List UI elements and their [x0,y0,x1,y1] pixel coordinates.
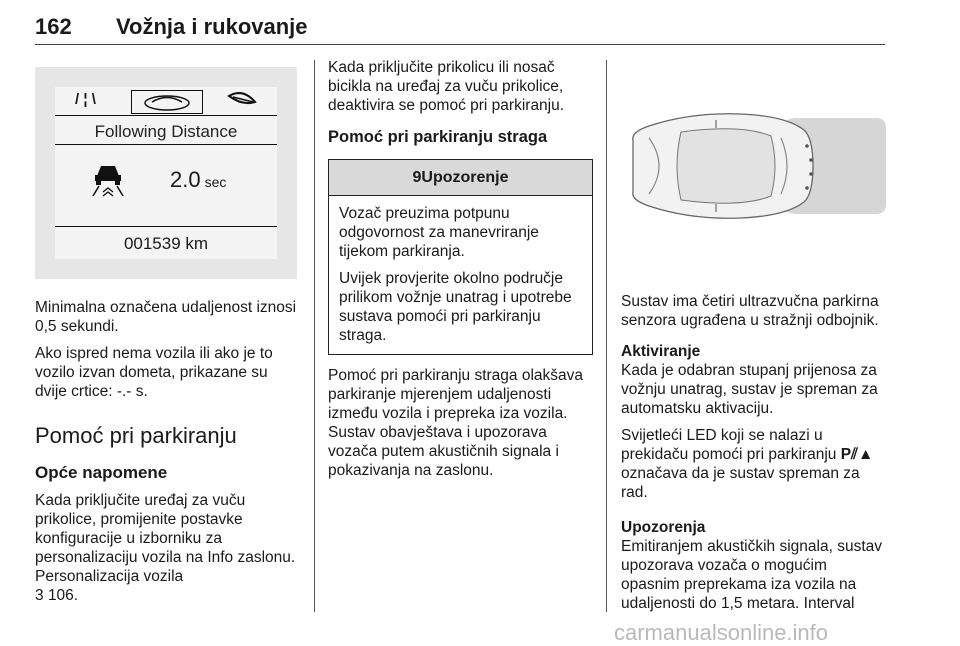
page-header [35,8,885,45]
chapter-title: Vožnja i rukovanje [116,14,308,39]
column-divider [314,60,315,612]
cluster-separator [55,144,277,145]
subsection-title: Opće napomene [35,463,168,482]
paragraph [621,426,886,502]
following-distance-icon [91,162,125,203]
warning-title: Upozorenje [421,169,509,186]
page-ref[interactable]: 106. [47,587,79,604]
watermark: carmanualsonline.info [614,620,829,645]
paragraph: Kada je odabran stupanj prijenosa za vožnju unatrag, sustav je spreman za automatsku aktivaciju. [621,362,878,417]
instrument-cluster-figure [35,67,297,279]
odometer: 001539 km [123,234,209,253]
car-front-icon [132,91,202,113]
column-1 [35,58,300,605]
warning-icon: 9 [412,169,422,186]
parking-assist-icon: P⫽▲ [840,446,874,463]
page-number: 162 [35,14,72,39]
column-2 [328,58,593,480]
activation-heading: Aktiviranje [621,343,701,360]
general-text: Kada priključite uređaj za vuču prikolice, promijenite postavke konfiguracije u izborniku za personalizaciju vozila na Info zaslonu. Personalizacija vozila [35,492,296,585]
column-divider [606,60,607,612]
column-3 [621,58,886,613]
paragraph [35,491,300,605]
distance-number: 2.0 [170,167,201,192]
cluster-separator [55,226,277,227]
section-heading: Pomoć pri parkiranju straga [328,128,548,146]
parking-sensor-figure [621,58,886,268]
paragraph: Kada priključite prikolicu ili nosač bicikla na uređaj za vuču prikolice, deaktivira se pomoć pri parkiranju. [328,59,565,114]
paragraph: Minimalna označena udaljenost iznosi 0,5 sekundi. [35,299,297,335]
section-title: Pomoć pri parkiranju [35,423,237,448]
warning-paragraph: Vozač preuzima potpunu odgovornost za manevriranje tijekom parkiranja. [339,205,539,260]
following-distance-value [170,167,226,193]
cluster-icon-bar [55,87,277,116]
warning-header [329,160,592,196]
warning-paragraph: Uvijek provjerite okolno područje prilikom vožnje unatrag i upotrebe sustava pomoći pri parkiranju straga. [339,270,572,344]
warning-body [329,196,592,354]
led-text: Svijetleći LED koji se nalazi u prekidaču pomoći pri parkiranju [621,427,837,463]
warnings-heading: Upozorenja [621,519,706,536]
page-ref-symbol: 3 [35,587,44,604]
leaf-icon [225,90,259,115]
figure-caption: Sustav ima četiri ultrazvučna parkirna senzora ugrađena u stražnji odbojnik. [621,293,879,329]
lane-departure-icon: / ¦ \ [75,91,96,108]
cluster-display [55,87,277,259]
paragraph: Ako ispred nema vozila ili ako je to vozilo izvan dometa, prikazane su dvije crtice: -.- s. [35,345,273,400]
cluster-title: Following Distance [94,122,238,141]
distance-unit: sec [204,174,227,190]
paragraph: Pomoć pri parkiranju straga olakšava parkiranje mjerenjem udaljenosti između vozila i prepreka iza vozila. Sustav obavještava i upozorava vozača putem akustičnih signala i pokazivanja na zaslonu. [328,367,584,479]
warning-box [328,159,593,355]
led-text-after: označava da je sustav spreman za rad. [621,465,860,501]
car-top-view-illustration [621,58,886,268]
car-front-icon-frame [131,90,203,114]
paragraph: Emitiranjem akustičkih signala, sustav upozorava vozača o mogućim opasnim preprekama iza vozila na udaljenosti do 1,5 metara. Interval [621,538,883,612]
